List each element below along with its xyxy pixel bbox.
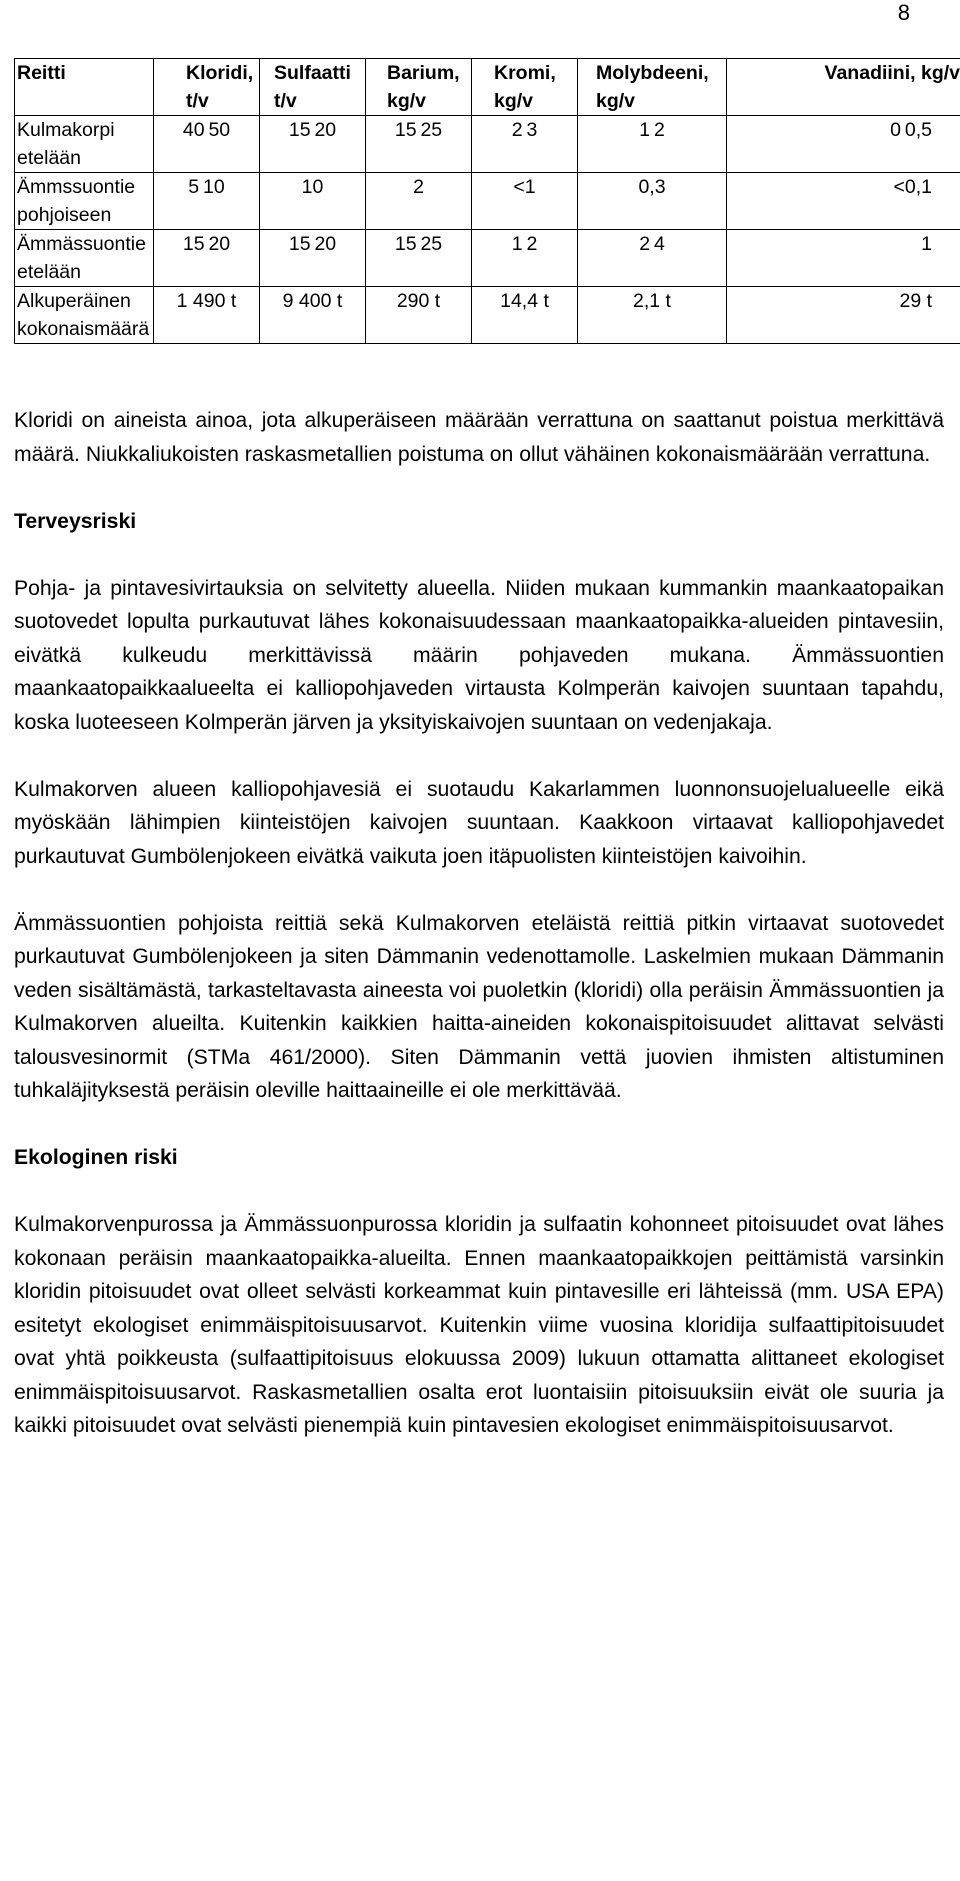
header-sulfate: Sulfaatti t/v <box>260 59 366 116</box>
value-cell: 2 4 <box>578 230 727 287</box>
table-row <box>15 230 960 287</box>
emissions-table <box>14 58 960 344</box>
body-text <box>14 404 944 1476</box>
value-cell: 15 20 <box>154 230 260 287</box>
header-route: Reitti <box>15 59 154 116</box>
route-cell: Kulmakorpi etelään <box>15 116 154 173</box>
paragraph-kulmakorpi-groundwater: Kulmakorven alueen kalliopohjavesiä ei suotaudu Kakarlammen luonnonsuojelualueelle eikä myöskään lähimpien kiinteistöjen kaivojen suuntaan. Kaakkoon virtaavat kalliopohjavedet purkautuvat Gumbölenjokeen eivätkä vaikuta joen itäpuolisten kiinteistöjen kaivoihin. <box>14 777 944 868</box>
paragraph-dammanin-water: Ämmässuontien pohjoista reittiä sekä Kulmakorven eteläistä reittiä pitkin virtaavat suotovedet purkautuvat Gumbölenjokeen ja siten Dämmanin vedenottamolle. Laskelmien mukaan Dämmanin veden sisältämästä, tarkasteltavasta aineesta voi puoletkin (kloridi) olla peräisin Ämmässuontien ja Kulmakorven alueilta. Kuitenkin kaikkien haitta-aineiden kokonaispitoisuudet alittavat selvästi talousvesinormit (STMa 461/2000). Siten Dämmanin vettä juovien ihmisten altistuminen tuhkaläjityksestä peräisin oleville haittaaineille ei ole merkittävää. <box>14 911 944 1102</box>
header-chromium: Kromi, kg/v <box>472 59 578 116</box>
route-cell: Alkuperäinen kokonaismäärä <box>15 287 154 344</box>
header-vanadium: Vanadiini, kg/v <box>727 59 960 116</box>
value-cell: 1 2 <box>472 230 578 287</box>
value-cell: 1 <box>727 230 960 287</box>
value-cell: 15 25 <box>366 116 472 173</box>
value-cell: 2 <box>366 173 472 230</box>
value-cell: 0 0,5 <box>727 116 960 173</box>
paragraph-chloride-removal: Kloridi on aineista ainoa, jota alkuperäiseen määrään verrattuna on saattanut poistua merkittävä määrä. Niukkaliukoisten raskasmetallien poistuma on ollut vähäinen kokonaismäärään verrattuna. <box>14 409 944 466</box>
heading-ecological-risk: Ekologinen riski <box>14 1146 178 1169</box>
value-cell: 14,4 t <box>472 287 578 344</box>
table-row <box>15 173 960 230</box>
value-cell: 290 t <box>366 287 472 344</box>
table-row <box>15 116 960 173</box>
value-cell: 15 20 <box>260 116 366 173</box>
route-cell: Ämmssuontie pohjoiseen <box>15 173 154 230</box>
header-barium: Barium, kg/v <box>366 59 472 116</box>
value-cell: <1 <box>472 173 578 230</box>
value-cell: 15 25 <box>366 230 472 287</box>
value-cell: 5 10 <box>154 173 260 230</box>
table-row <box>15 287 960 344</box>
value-cell: 0,3 <box>578 173 727 230</box>
value-cell: <0,1 <box>727 173 960 230</box>
value-cell: 1 2 <box>578 116 727 173</box>
header-molybdenum: Molybdeeni, kg/v <box>578 59 727 116</box>
value-cell: 40 50 <box>154 116 260 173</box>
value-cell: 15 20 <box>260 230 366 287</box>
value-cell: 2,1 t <box>578 287 727 344</box>
value-cell: 29 t <box>727 287 960 344</box>
value-cell: 9 400 t <box>260 287 366 344</box>
value-cell: 2 3 <box>472 116 578 173</box>
heading-health-risk: Terveysriski <box>14 509 137 533</box>
paragraph-water-flows: Pohja- ja pintavesivirtauksia on selvitetty alueella. Niiden mukaan kummankin maankaatopaikan suotovedet lopulta purkautuvat lähes kokonaisuudessaan maankaatopaikka-alueiden pintavesiin, eivätkä kulkeudu merkittävissä määrin pohjaveden mukana. Ämmässuontien maankaatopaikkaalueelta ei kalliopohjaveden virtausta Kolmperän kaivojen suuntaan tapahdu, koska luoteeseen Kolmperän järven ja yksityiskaivojen suuntaan on vedenjakaja. <box>14 576 944 734</box>
header-chloride: Kloridi, t/v <box>154 59 260 116</box>
paragraph-ecological: Kulmakorvenpurossa ja Ämmässuonpurossa kloridin ja sulfaatin kohonneet pitoisuudet ovat lähes kokonaan peräisin maankaatopaikka-alueilta. Ennen maankaatopaikkojen peittämistä varsinkin kloridin pitoisuudet ovat olleet selvästi korkeammat kuin pintavesille eri lähteissä (mm. USA EPA) esitetyt ekologiset enimmäispitoisuusarvot. Kuitenkin viime vuosina kloridija sulfaattipitoisuudet ovat yhtä poikkeusta (sulfaattipitoisuus elokuussa 2009) lukuun ottamatta alittaneet ekologiset enimmäispitoisuusarvot. Raskasmetallien osalta erot luontaisiin pitoisuuksiin eivät ole suuria ja kaikki pitoisuudet ovat selvästi pienempiä kuin pintavesien ekologiset enimmäispitoisuusarvot. <box>14 1213 944 1437</box>
page-number: 8 <box>897 0 910 25</box>
value-cell: 1 490 t <box>154 287 260 344</box>
table-header-row <box>15 59 960 116</box>
route-cell: Ämmässuontie etelään <box>15 230 154 287</box>
value-cell: 10 <box>260 173 366 230</box>
